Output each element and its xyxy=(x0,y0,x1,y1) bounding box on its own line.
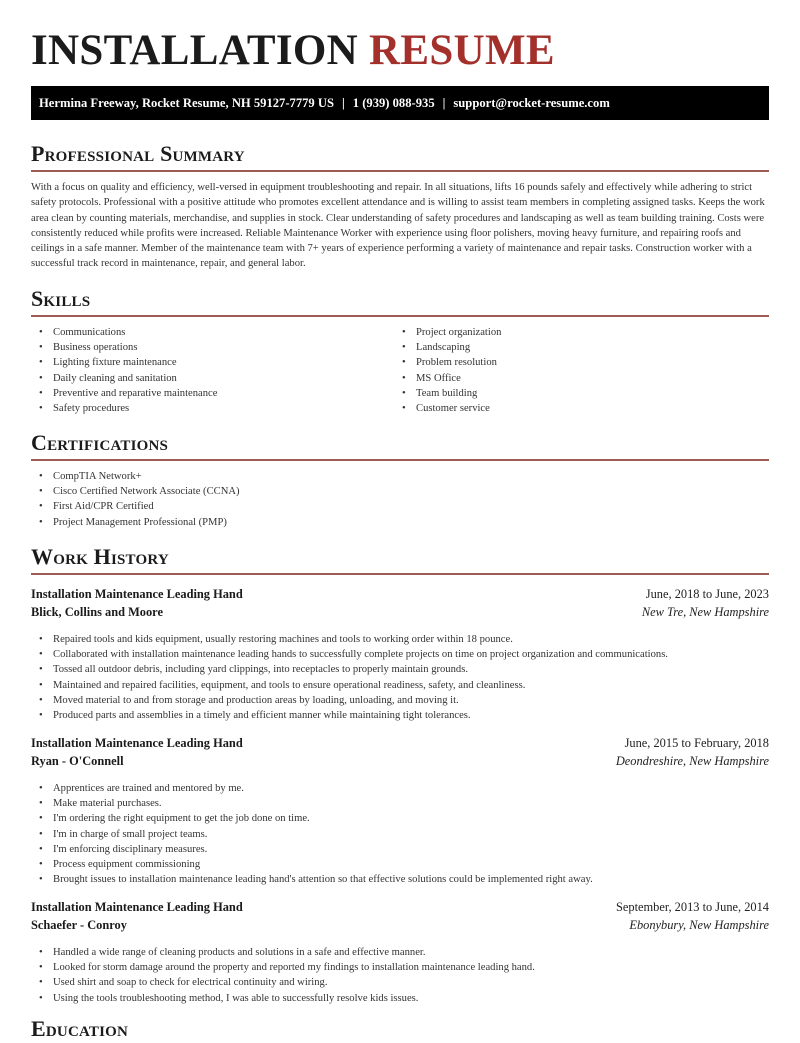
job-title: Installation Maintenance Leading Hand xyxy=(31,900,243,914)
section-heading: Skills xyxy=(31,286,91,311)
list-item: • Project organization xyxy=(394,325,757,340)
list-item: • I'm ordering the right equipment to get the job done on time. xyxy=(31,811,769,826)
certifications-section xyxy=(31,429,769,530)
list-item: • Problem resolution xyxy=(394,355,757,370)
list-item: • Make material purchases. xyxy=(31,796,769,811)
list-item: • Preventive and reparative maintenance xyxy=(31,386,394,401)
skills-list xyxy=(394,325,757,416)
contact-separator: | xyxy=(442,96,446,110)
job-header-row xyxy=(31,585,769,603)
list-item: • Brought issues to installation maintenance leading hand's attention so that effective solutions could be implemented right away. xyxy=(31,872,769,887)
job-company: Ryan - O'Connell xyxy=(31,754,124,768)
skills-right-column xyxy=(394,325,757,416)
job-title: Installation Maintenance Leading Hand xyxy=(31,587,243,601)
list-item: • Handled a wide range of cleaning products and solutions in a safe and effective manner. xyxy=(31,945,769,960)
section-divider xyxy=(31,170,769,172)
list-item: • Produced parts and assemblies in a timely and efficient manner while maintaining tight tolerances. xyxy=(31,708,769,723)
contact-email[interactable]: support@rocket-resume.com xyxy=(453,96,610,110)
skills-left-column xyxy=(31,325,394,416)
section-heading: Professional Summary xyxy=(31,141,245,166)
list-item: • Moved material to and from storage and production areas by loading, unloading, and moving it. xyxy=(31,693,769,708)
job-company-row xyxy=(31,752,769,770)
job-dates: June, 2018 to June, 2023 xyxy=(645,587,769,601)
list-item: • Tossed all outdoor debris, including yard clippings, into receptacles to properly maintain grounds. xyxy=(31,662,769,677)
list-item: • Daily cleaning and sanitation xyxy=(31,371,394,386)
job-entry xyxy=(31,898,769,1006)
skills-section xyxy=(31,285,769,416)
list-item: • Landscaping xyxy=(394,340,757,355)
job-dates: June, 2015 to February, 2018 xyxy=(624,736,769,750)
job-entry xyxy=(31,734,769,887)
section-heading: Education xyxy=(31,1016,129,1041)
list-item: • Team building xyxy=(394,386,757,401)
contact-separator: | xyxy=(341,96,345,110)
list-item: • I'm enforcing disciplinary measures. xyxy=(31,842,769,857)
list-item: • Maintained and repaired facilities, equipment, and tools to ensure operational readiness, safety, and cleanliness. xyxy=(31,678,769,693)
title-part-2: RESUME xyxy=(369,27,555,74)
list-item: • First Aid/CPR Certified xyxy=(31,499,769,514)
contact-address: Hermina Freeway, Rocket Resume, NH 59127-7779 US xyxy=(39,96,334,110)
job-location: New Tre, New Hampshire xyxy=(641,605,769,619)
list-item: • Customer service xyxy=(394,401,757,416)
job-company: Blick, Collins and Moore xyxy=(31,605,163,619)
list-item: • Business operations xyxy=(31,340,394,355)
list-item: • Process equipment commissioning xyxy=(31,857,769,872)
work-history-section xyxy=(31,543,769,575)
section-divider xyxy=(31,573,769,575)
list-item: • Apprentices are trained and mentored by me. xyxy=(31,781,769,796)
list-item: • Using the tools troubleshooting method, I was able to successfully resolve kids issues. xyxy=(31,991,769,1006)
certifications-list xyxy=(31,469,769,530)
section-heading: Work History xyxy=(31,544,169,569)
section-divider xyxy=(31,315,769,317)
list-item: • Looked for storm damage around the property and reported my findings to installation maintenance leading hand. xyxy=(31,960,769,975)
education-section xyxy=(31,1015,769,1043)
title-part-1: INSTALLATION xyxy=(31,27,358,74)
professional-summary-section xyxy=(31,140,769,272)
job-title: Installation Maintenance Leading Hand xyxy=(31,736,243,750)
skills-list xyxy=(31,325,394,416)
summary-text: With a focus on quality and efficiency, well-versed in equipment troubleshooting and repair. In all situations, lifts 16 pounds safely and effectively while adhering to strict safety protocols. Professional with a positive attitude who promotes excellent attendance and is willing to assist team members in completing assigned tasks. Keeps the work area clean by counting materials, merchandise, and supplies in stock. Clear understanding of safety procedures and landscaping as well as team building training. Costs were consistently reduced while profits were increased. Reliable Maintenance Worker with experience using floor polishers, moving heavy furniture, and repairing roofs and ceilings in a safe manner. Member of the maintenance team with 7+ years of experience performing a variety of maintenance and repair tasks. Construction worker with a successful track record in maintenance, repair, and general labor. xyxy=(31,182,765,270)
job-header-row xyxy=(31,898,769,916)
section-heading: Certifications xyxy=(31,430,169,455)
section-divider xyxy=(31,459,769,461)
list-item: • CompTIA Network+ xyxy=(31,469,769,484)
job-header-row xyxy=(31,734,769,752)
list-item: • Communications xyxy=(31,325,394,340)
job-location: Ebonybury, New Hampshire xyxy=(629,918,769,932)
job-dates: September, 2013 to June, 2014 xyxy=(616,900,769,914)
job-bullets xyxy=(31,632,769,723)
job-entry xyxy=(31,585,769,723)
job-bullets xyxy=(31,781,769,887)
job-bullets xyxy=(31,945,769,1006)
contact-phone: 1 (939) 088-935 xyxy=(352,96,435,110)
job-company: Schaefer - Conroy xyxy=(31,918,127,932)
skills-columns xyxy=(31,325,769,416)
job-company-row xyxy=(31,916,769,934)
list-item: • MS Office xyxy=(394,371,757,386)
list-item: • Cisco Certified Network Associate (CCNA) xyxy=(31,484,769,499)
list-item: • Safety procedures xyxy=(31,401,394,416)
job-company-row xyxy=(31,603,769,621)
list-item: • Lighting fixture maintenance xyxy=(31,355,394,370)
list-item: • I'm in charge of small project teams. xyxy=(31,827,769,842)
list-item: • Repaired tools and kids equipment, usually restoring machines and tools to working order within 18 pounce. xyxy=(31,632,769,647)
list-item: • Collaborated with installation maintenance leading hands to successfully complete projects on time on project organization and communications. xyxy=(31,647,769,662)
list-item: • Project Management Professional (PMP) xyxy=(31,515,769,530)
page-title xyxy=(31,28,555,74)
list-item: • Used shirt and soap to check for electrical continuity and wiring. xyxy=(31,975,769,990)
job-location: Deondreshire, New Hampshire xyxy=(615,754,769,768)
contact-bar xyxy=(31,86,769,120)
